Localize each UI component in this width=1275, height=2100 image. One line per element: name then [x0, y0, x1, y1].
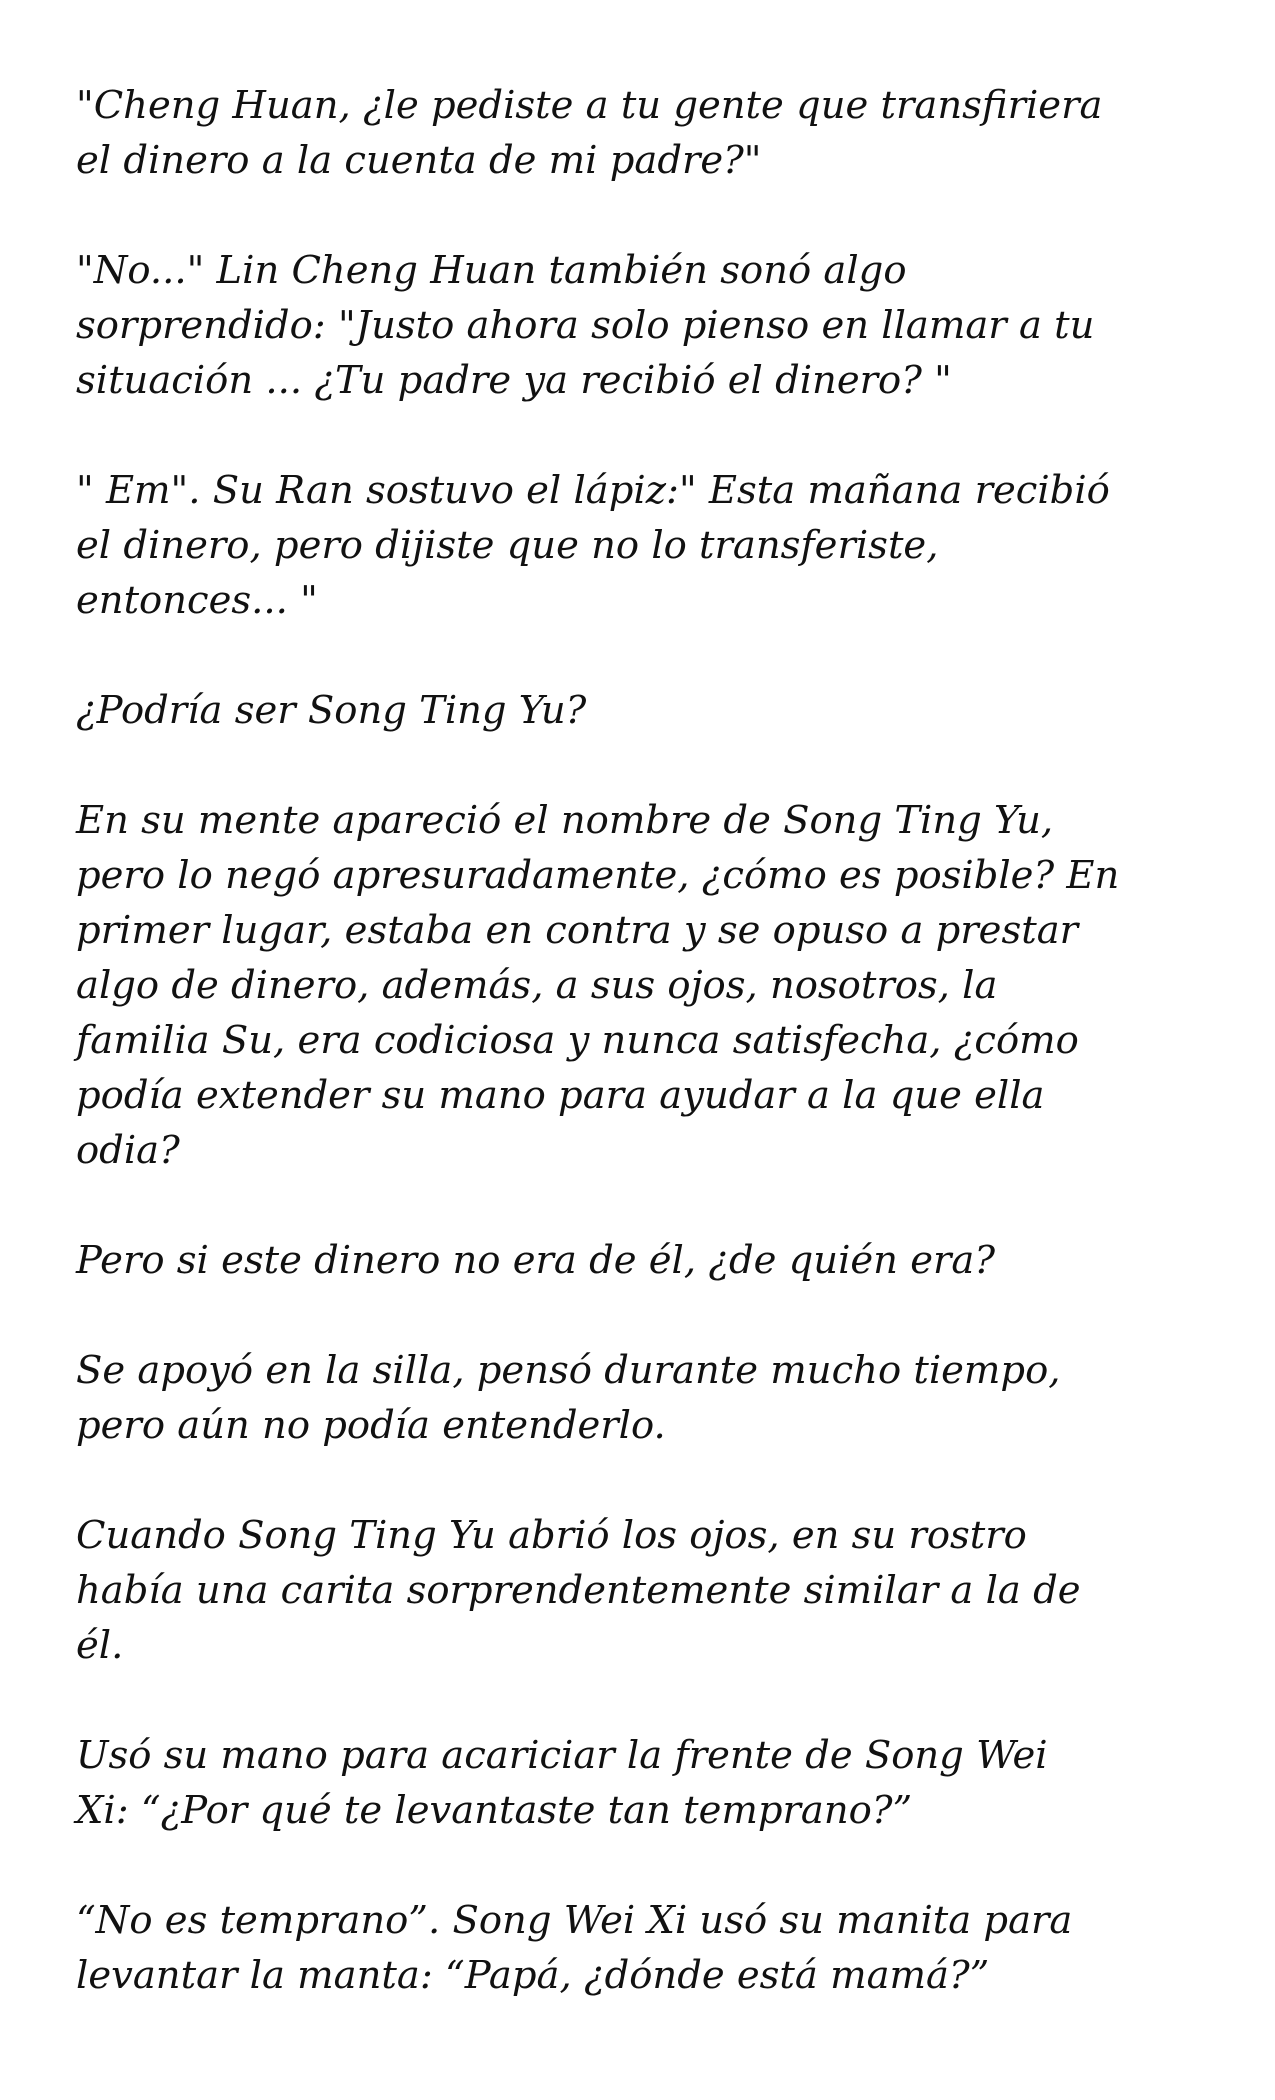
text-line: el dinero a la cuenta de mi padre?"	[76, 138, 762, 183]
paragraph	[76, 793, 1206, 1178]
paragraph	[76, 1893, 1206, 2003]
paragraph	[76, 463, 1206, 628]
text-line: "No..." Lin Cheng Huan también sonó algo	[76, 248, 907, 293]
text-line: Pero si este dinero no era de él, ¿de quién era?	[76, 1238, 995, 1283]
text-line: primer lugar, estaba en contra y se opuso a prestar	[76, 908, 1079, 953]
text-line: había una carita sorprendentemente similar a la de	[76, 1568, 1081, 1613]
document-page	[76, 78, 1206, 2058]
paragraph	[76, 1233, 1206, 1288]
paragraph	[76, 1728, 1206, 1838]
text-line: algo de dinero, además, a sus ojos, nosotros, la	[76, 963, 998, 1008]
text-line: odia?	[76, 1128, 180, 1173]
text-line: levantar la manta: “Papá, ¿dónde está mamá?”	[76, 1953, 990, 1998]
paragraph	[76, 78, 1206, 188]
text-line: Cuando Song Ting Yu abrió los ojos, en su rostro	[76, 1513, 1027, 1558]
text-line: Se apoyó en la silla, pensó durante mucho tiempo,	[76, 1348, 1061, 1393]
text-line: él.	[76, 1623, 124, 1668]
text-line: ¿Podría ser Song Ting Yu?	[76, 688, 587, 733]
paragraph	[76, 1343, 1206, 1453]
paragraph	[76, 243, 1206, 408]
text-line: el dinero, pero dijiste que no lo transferiste,	[76, 523, 939, 568]
text-line: " Em". Su Ran sostuvo el lápiz:" Esta mañana recibió	[76, 468, 1110, 513]
text-line: pero lo negó apresuradamente, ¿cómo es posible? En	[76, 853, 1120, 898]
text-line: pero aún no podía entenderlo.	[76, 1403, 666, 1448]
text-line: sorprendido: "Justo ahora solo pienso en llamar a tu	[76, 303, 1095, 348]
text-line: podía extender su mano para ayudar a la que ella	[76, 1073, 1045, 1118]
text-line: familia Su, era codiciosa y nunca satisfecha, ¿cómo	[76, 1018, 1079, 1063]
paragraph	[76, 683, 1206, 738]
text-line: entonces... "	[76, 578, 318, 623]
text-line: Usó su mano para acariciar la frente de Song Wei	[76, 1733, 1048, 1778]
text-line: situación ... ¿Tu padre ya recibió el dinero? "	[76, 358, 952, 403]
text-line: “No es temprano”. Song Wei Xi usó su manita para	[76, 1898, 1073, 1943]
text-line: Xi: “¿Por qué te levantaste tan temprano?”	[76, 1788, 913, 1833]
text-line: "Cheng Huan, ¿le pediste a tu gente que transfiriera	[76, 83, 1103, 128]
text-line: En su mente apareció el nombre de Song Ting Yu,	[76, 798, 1054, 843]
paragraph	[76, 1508, 1206, 1673]
